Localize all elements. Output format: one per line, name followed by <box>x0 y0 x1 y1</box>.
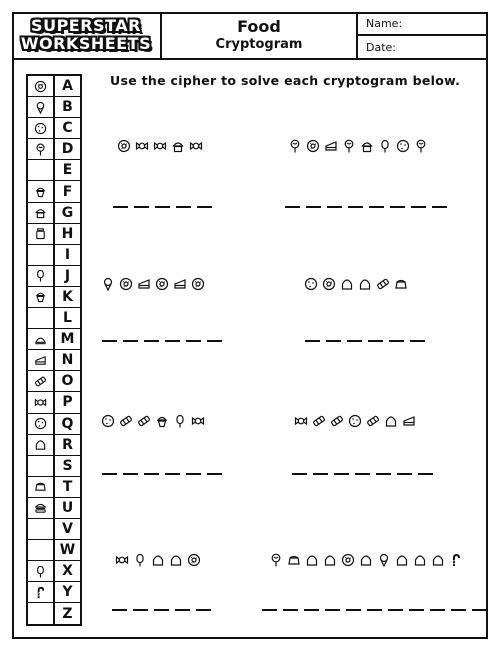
popsicle-icon <box>28 561 55 581</box>
date-field[interactable]: Date: <box>366 40 396 54</box>
cipher-row <box>28 519 80 540</box>
popsicle-icon <box>133 553 147 567</box>
answer-blanks <box>262 609 487 611</box>
answer-blank[interactable] <box>285 206 300 208</box>
donut-icon <box>119 277 133 291</box>
wrapped-candy-icon <box>191 414 205 428</box>
answer-blank[interactable] <box>155 206 170 208</box>
cipher-row <box>28 97 80 118</box>
tube-candy-icon <box>330 414 344 428</box>
cipher-row <box>28 498 80 519</box>
cipher-row <box>28 329 80 350</box>
answer-blank[interactable] <box>292 473 307 475</box>
donut-icon <box>187 553 201 567</box>
cipher-row <box>28 435 80 456</box>
answer-blank[interactable] <box>262 609 277 611</box>
cipher-row <box>28 371 80 392</box>
donut-icon <box>341 553 355 567</box>
cipher-icons-row <box>294 413 416 429</box>
gumdrop-icon <box>384 414 398 428</box>
gumdrop-icon <box>395 553 409 567</box>
instruction-text: Use the cipher to solve each cryptogram below. <box>110 73 461 88</box>
answer-blank[interactable] <box>376 473 391 475</box>
worksheet-frame <box>12 12 488 639</box>
cookie-icon <box>396 139 410 153</box>
lollipop-icon <box>414 139 428 153</box>
answer-blank[interactable] <box>305 340 320 342</box>
cipher-icons-row <box>115 552 201 568</box>
empty-icon-cell <box>28 245 55 265</box>
cipher-row <box>28 118 80 139</box>
worksheet-title: Food <box>237 17 281 36</box>
ice-cream-cone-icon <box>377 553 391 567</box>
tube-candy-icon <box>119 414 133 428</box>
answer-blank[interactable] <box>472 609 487 611</box>
cipher-row <box>28 561 80 582</box>
cipher-icons-row <box>288 138 428 154</box>
cipher-letter: K <box>62 288 73 305</box>
gumdrop-icon <box>169 553 183 567</box>
cake-slice-icon <box>28 350 55 370</box>
cipher-icons-row <box>101 413 205 429</box>
cake-slice-icon <box>173 277 187 291</box>
tube-candy-icon <box>366 414 380 428</box>
dome-cake-icon <box>28 329 55 349</box>
donut-icon <box>306 139 320 153</box>
name-date-box <box>358 12 488 58</box>
cipher-letter: Q <box>61 415 74 432</box>
cipher-row <box>28 582 80 603</box>
answer-blank[interactable] <box>432 206 447 208</box>
lollipop-icon <box>288 139 302 153</box>
donut-icon <box>155 277 169 291</box>
cipher-row <box>28 477 80 498</box>
answer-blank[interactable] <box>165 473 180 475</box>
answer-blanks <box>292 473 433 475</box>
answer-blank[interactable] <box>313 473 328 475</box>
cookie-icon <box>28 118 55 138</box>
worksheet-header <box>12 12 488 60</box>
donut-icon <box>322 277 336 291</box>
cake-slice-icon <box>324 139 338 153</box>
cipher-row <box>28 308 80 329</box>
wrapped-candy-icon <box>28 392 55 412</box>
answer-blank[interactable] <box>283 609 298 611</box>
cookie-icon <box>28 414 55 434</box>
answer-blank[interactable] <box>389 340 404 342</box>
cipher-row <box>28 456 80 477</box>
cipher-letter: A <box>62 78 73 95</box>
empty-icon-cell <box>28 603 55 624</box>
answer-blank[interactable] <box>112 609 127 611</box>
title-box <box>162 12 358 58</box>
cipher-letter: M <box>60 331 75 348</box>
answer-blank[interactable] <box>123 473 138 475</box>
empty-icon-cell <box>28 308 55 328</box>
cipher-letter: H <box>61 225 74 242</box>
answer-blank[interactable] <box>346 609 361 611</box>
cipher-row <box>28 392 80 413</box>
gumdrop-icon <box>28 435 55 455</box>
gumdrop-icon <box>359 553 373 567</box>
answer-blank[interactable] <box>186 473 201 475</box>
gumdrop-icon <box>413 553 427 567</box>
wrapped-candy-icon <box>135 139 149 153</box>
answer-blank[interactable] <box>134 206 149 208</box>
answer-blank[interactable] <box>369 206 384 208</box>
answer-blank[interactable] <box>144 473 159 475</box>
cupcake-icon <box>28 287 55 307</box>
muffin-icon <box>171 139 185 153</box>
cipher-icons-row <box>269 552 463 568</box>
popsicle-icon <box>378 139 392 153</box>
cookie-icon <box>304 277 318 291</box>
answer-blank[interactable] <box>196 609 211 611</box>
answer-blank[interactable] <box>409 609 424 611</box>
gumdrop-icon <box>358 277 372 291</box>
cookie-icon <box>101 414 115 428</box>
answer-blank[interactable] <box>304 609 319 611</box>
gumdrop-icon <box>431 553 445 567</box>
answer-blank[interactable] <box>388 609 403 611</box>
answer-blank[interactable] <box>102 473 117 475</box>
cipher-row <box>28 76 80 97</box>
cipher-letter: T <box>62 478 73 495</box>
cipher-letter: D <box>61 141 74 158</box>
cipher-letter: V <box>62 521 73 538</box>
popsicle-icon <box>28 266 55 286</box>
answer-blank[interactable] <box>367 609 382 611</box>
wrapped-candy-icon <box>115 553 129 567</box>
answer-blank[interactable] <box>418 473 433 475</box>
cipher-row <box>28 266 80 287</box>
pudding-icon <box>394 277 408 291</box>
answer-blanks <box>112 609 211 611</box>
cipher-letter: C <box>62 120 73 137</box>
empty-icon-cell <box>28 456 55 476</box>
cipher-letter: P <box>62 394 73 411</box>
answer-blanks <box>285 206 447 208</box>
gumdrop-icon <box>305 553 319 567</box>
cipher-key <box>26 74 82 626</box>
answer-blank[interactable] <box>306 206 321 208</box>
name-field[interactable]: Name: <box>358 12 488 36</box>
cipher-letter: Y <box>62 584 73 601</box>
burger-icon <box>28 498 55 518</box>
logo-line2: WORKSHEETS <box>20 34 152 53</box>
donut-icon <box>191 277 205 291</box>
tube-candy-icon <box>312 414 326 428</box>
cipher-row <box>28 603 80 624</box>
answer-blank[interactable] <box>133 609 148 611</box>
answer-blank[interactable] <box>197 206 212 208</box>
cipher-icons-row <box>304 276 408 292</box>
answer-blank[interactable] <box>207 473 222 475</box>
answer-blank[interactable] <box>430 609 445 611</box>
answer-blank[interactable] <box>410 340 425 342</box>
cipher-row <box>28 414 80 435</box>
ice-cream-cone-icon <box>28 97 55 117</box>
cipher-letter: O <box>61 373 74 390</box>
cupcake-icon <box>155 414 169 428</box>
donut-icon <box>117 139 131 153</box>
cipher-letter: X <box>62 563 73 580</box>
cookie-icon <box>348 414 362 428</box>
answer-blank[interactable] <box>355 473 370 475</box>
lollipop-icon <box>342 139 356 153</box>
answer-blank[interactable] <box>390 206 405 208</box>
cupcake-icon <box>28 181 55 201</box>
candy-cane-icon <box>28 582 55 602</box>
answer-blank[interactable] <box>397 473 412 475</box>
wrapped-candy-icon <box>153 139 167 153</box>
answer-blank[interactable] <box>144 340 159 342</box>
answer-blank[interactable] <box>326 340 341 342</box>
answer-blank[interactable] <box>334 473 349 475</box>
empty-icon-cell <box>28 540 55 560</box>
popsicle-icon <box>173 414 187 428</box>
cake-slice-icon <box>137 277 151 291</box>
cipher-row <box>28 224 80 245</box>
jar-icon <box>28 224 55 244</box>
answer-blank[interactable] <box>154 609 169 611</box>
pudding-icon <box>287 553 301 567</box>
worksheet-subtitle: Cryptogram <box>215 37 303 52</box>
empty-icon-cell <box>28 160 55 180</box>
tube-candy-icon <box>376 277 390 291</box>
cipher-letter: S <box>62 457 73 474</box>
answer-blank[interactable] <box>348 206 363 208</box>
answer-blank[interactable] <box>368 340 383 342</box>
cipher-letter: N <box>61 352 74 369</box>
cipher-letter: Z <box>62 605 73 622</box>
cipher-row <box>28 139 80 160</box>
answer-blank[interactable] <box>207 340 222 342</box>
muffin-icon <box>360 139 374 153</box>
cipher-letter: J <box>64 267 71 284</box>
tube-candy-icon <box>137 414 151 428</box>
cipher-row <box>28 287 80 308</box>
cipher-icons-row <box>101 276 205 292</box>
cipher-letter: L <box>63 310 72 327</box>
cipher-row <box>28 350 80 371</box>
answer-blank[interactable] <box>176 206 191 208</box>
answer-blank[interactable] <box>123 340 138 342</box>
logo-line1: SUPERSTAR <box>31 16 141 35</box>
cipher-icons-row <box>117 138 203 154</box>
answer-blank[interactable] <box>411 206 426 208</box>
cipher-row <box>28 245 80 266</box>
tube-candy-icon <box>28 371 55 391</box>
cipher-letter: G <box>61 204 74 221</box>
answer-blank[interactable] <box>165 340 180 342</box>
cipher-row <box>28 540 80 561</box>
answer-blank[interactable] <box>347 340 362 342</box>
ice-cream-cone-icon <box>101 277 115 291</box>
candy-cane-icon <box>449 553 463 567</box>
answer-blank[interactable] <box>451 609 466 611</box>
pudding-icon <box>28 477 55 497</box>
gumdrop-icon <box>323 553 337 567</box>
cake-slice-icon <box>402 414 416 428</box>
cipher-letter: W <box>59 542 76 559</box>
answer-blanks <box>113 206 212 208</box>
cipher-row <box>28 181 80 202</box>
donut-icon <box>28 76 55 96</box>
cipher-letter: U <box>61 499 74 516</box>
gumdrop-icon <box>340 277 354 291</box>
cipher-row <box>28 203 80 224</box>
cipher-row <box>28 160 80 181</box>
lollipop-icon <box>28 139 55 159</box>
answer-blank[interactable] <box>102 340 117 342</box>
answer-blanks <box>102 340 222 342</box>
answer-blank[interactable] <box>175 609 190 611</box>
answer-blanks <box>102 473 222 475</box>
answer-blank[interactable] <box>327 206 342 208</box>
answer-blank[interactable] <box>325 609 340 611</box>
cipher-letter: R <box>62 436 73 453</box>
wrapped-candy-icon <box>189 139 203 153</box>
answer-blank[interactable] <box>113 206 128 208</box>
cipher-letter: F <box>62 183 73 200</box>
lollipop-icon <box>269 553 283 567</box>
cipher-letter: B <box>62 99 73 116</box>
superstar-logo <box>12 12 162 58</box>
gumdrop-icon <box>151 553 165 567</box>
answer-blank[interactable] <box>186 340 201 342</box>
wrapped-candy-icon <box>294 414 308 428</box>
muffin-icon <box>28 203 55 223</box>
cipher-letter: I <box>64 246 71 263</box>
cipher-letter: E <box>62 162 73 179</box>
answer-blanks <box>305 340 425 342</box>
empty-icon-cell <box>28 519 55 539</box>
